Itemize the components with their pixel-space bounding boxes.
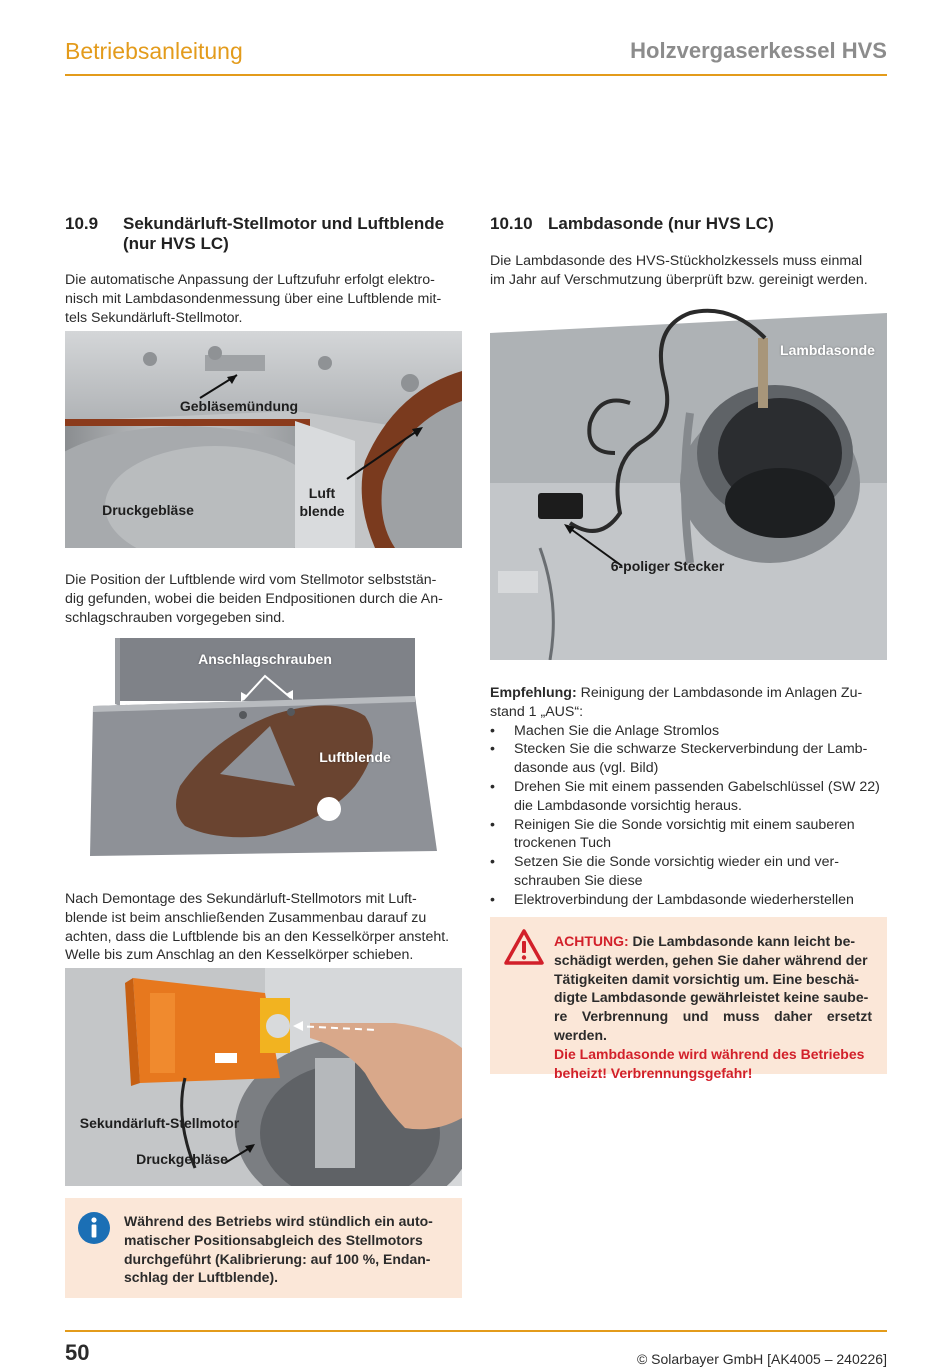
info-note-box bbox=[65, 1198, 462, 1298]
photo-flap-plate bbox=[65, 636, 462, 864]
text-line: Reinigung der Lambdasonde im Anlagen Zu- bbox=[576, 685, 863, 701]
warning-text bbox=[554, 932, 872, 1082]
text-line: tels Sekundärluft-Stellmotor. bbox=[65, 309, 243, 326]
text-line: Reinigen Sie die Sonde vorsichtig mit einem sauberen bbox=[514, 816, 855, 833]
photo-actuator-motor bbox=[65, 968, 462, 1186]
text-line: blende ist beim anschließenden Zusammenbau darauf zu bbox=[65, 909, 427, 926]
lambda-intro-paragraph bbox=[490, 252, 887, 290]
text-line: dig gefunden, wobei die beiden Endpositionen durch die An- bbox=[65, 590, 443, 607]
section-title-line: Lambdasonde (nur HVS LC) bbox=[548, 214, 774, 233]
list-item bbox=[490, 722, 887, 741]
copyright-notice: © Solarbayer GmbH [AK4005 – 240226] bbox=[636, 1351, 887, 1367]
label-stop-screws: Anschlagschrauben bbox=[198, 651, 332, 667]
text-line: nisch mit Lambdasondenmessung über eine Luftblende mit- bbox=[65, 290, 442, 307]
list-item bbox=[490, 891, 887, 910]
info-icon bbox=[77, 1211, 111, 1245]
label-pressure-blower: Druckgebläse bbox=[102, 502, 194, 518]
cleaning-steps-list bbox=[490, 722, 887, 910]
list-item bbox=[490, 740, 887, 778]
text-line: die Lambdasonde vorsichtig heraus. bbox=[514, 797, 742, 814]
text-line: Die Lambdasonde wird während des Betriebes bbox=[554, 1045, 865, 1062]
warning-label: ACHTUNG: bbox=[554, 933, 629, 949]
section-title-line: Sekundärluft-Stellmotor und Luftblende bbox=[123, 214, 445, 233]
list-item bbox=[490, 816, 887, 854]
header-doc-type: Betriebsanleitung bbox=[65, 38, 243, 64]
text-line: Elektroverbindung der Lambdasonde wiederherstellen bbox=[514, 891, 854, 908]
recommendation-label: Empfehlung: bbox=[490, 685, 577, 701]
label-blower-mouth: Gebläsemündung bbox=[179, 398, 299, 414]
position-paragraph bbox=[65, 571, 462, 627]
label-line: blende bbox=[299, 503, 345, 519]
section-number: 10.10 bbox=[490, 214, 533, 233]
photo-lambda-sensor bbox=[490, 303, 887, 660]
recommendation-block bbox=[490, 684, 887, 910]
text-line: Tätigkeiten damit vorsichtig um. Eine beschä- bbox=[554, 970, 859, 987]
text-line: Während des Betriebs wird stündlich ein auto- bbox=[124, 1213, 433, 1229]
text-line: matischer Positionsabgleich des Stellmotors bbox=[124, 1231, 423, 1248]
text-line: Machen Sie die Anlage Stromlos bbox=[514, 722, 720, 739]
photo-blower-flap bbox=[65, 331, 462, 548]
warning-triangle-icon bbox=[504, 929, 544, 965]
text-line: schrauben Sie diese bbox=[514, 872, 643, 889]
text-line: Setzen Sie die Sonde vorsichtig wieder ein und ver- bbox=[514, 854, 839, 871]
page-header bbox=[65, 38, 887, 76]
label-line: Luft bbox=[308, 485, 336, 501]
text-line: schlag der Luftblende). bbox=[124, 1269, 279, 1286]
text-line: re Verbrennung und muss daher ersetzt werden. bbox=[554, 1008, 872, 1043]
label-6-pin-plug: 6-poliger Stecker bbox=[610, 558, 725, 574]
list-item bbox=[490, 778, 887, 816]
text-line: Stecken Sie die schwarze Steckerverbindung der Lamb- bbox=[514, 741, 868, 758]
label-lambda-sensor: Lambdasonde bbox=[780, 342, 875, 358]
header-product: Holzvergaserkessel HVS bbox=[630, 38, 887, 63]
text-line: Welle bis zum Anschlag an den Kesselkörper schieben. bbox=[65, 947, 414, 964]
text-line: stand 1 „AUS“: bbox=[490, 703, 584, 720]
section-number: 10.9 bbox=[65, 214, 99, 233]
text-line: schädigt werden, gehen Sie daher während der bbox=[554, 951, 868, 968]
recommendation-intro bbox=[490, 684, 887, 722]
warning-box bbox=[490, 917, 887, 1081]
text-line: Nach Demontage des Sekundärluft-Stellmotors mit Luft- bbox=[65, 891, 417, 907]
text-line: digte Lambdasonde gewährleistet keine saube- bbox=[554, 989, 869, 1006]
text-line: beheizt! Verbrennungsgefahr! bbox=[554, 1064, 753, 1081]
text-line: achten, dass die Luftblende bis an den Kesselkörper ansteht. bbox=[65, 928, 450, 945]
intro-paragraph bbox=[65, 271, 462, 327]
label-flap: Luftblende bbox=[319, 749, 391, 765]
label-secondary-air-motor: Sekundärluft-Stellmotor bbox=[79, 1115, 240, 1131]
text-line: trockenen Tuch bbox=[514, 835, 612, 852]
label-pressure-blower: Druckgebläse bbox=[136, 1151, 228, 1167]
section-10-10-title bbox=[490, 214, 887, 234]
section-10-9-title bbox=[65, 214, 462, 254]
label-air-flap bbox=[292, 484, 352, 520]
text-line: durchgeführt (Kalibrierung: auf 100 %, Endan- bbox=[124, 1250, 431, 1267]
text-line: Die Lambdasonde des HVS-Stückholzkessels muss einmal bbox=[490, 253, 863, 269]
section-title-line: (nur HVS LC) bbox=[123, 234, 229, 253]
text-line: dasonde aus (vgl. Bild) bbox=[514, 760, 659, 777]
text-line: Die Position der Luftblende wird vom Stellmotor selbststän- bbox=[65, 572, 437, 588]
text-line: Die Lambdasonde kann leicht be- bbox=[628, 933, 856, 949]
text-line: Drehen Sie mit einem passenden Gabelschlüssel (SW 22) bbox=[514, 778, 880, 795]
text-line: schlagschrauben vorgegeben sind. bbox=[65, 609, 286, 626]
list-item bbox=[490, 853, 887, 891]
text-line: im Jahr auf Verschmutzung überprüft bzw. gereinigt werden. bbox=[490, 271, 868, 288]
assembly-paragraph bbox=[65, 890, 462, 965]
info-note-text bbox=[124, 1212, 447, 1287]
text-line: Die automatische Anpassung der Luftzufuhr erfolgt elektro- bbox=[65, 272, 435, 288]
footer-divider bbox=[65, 1330, 887, 1332]
page-number: 50 bbox=[65, 1340, 90, 1365]
